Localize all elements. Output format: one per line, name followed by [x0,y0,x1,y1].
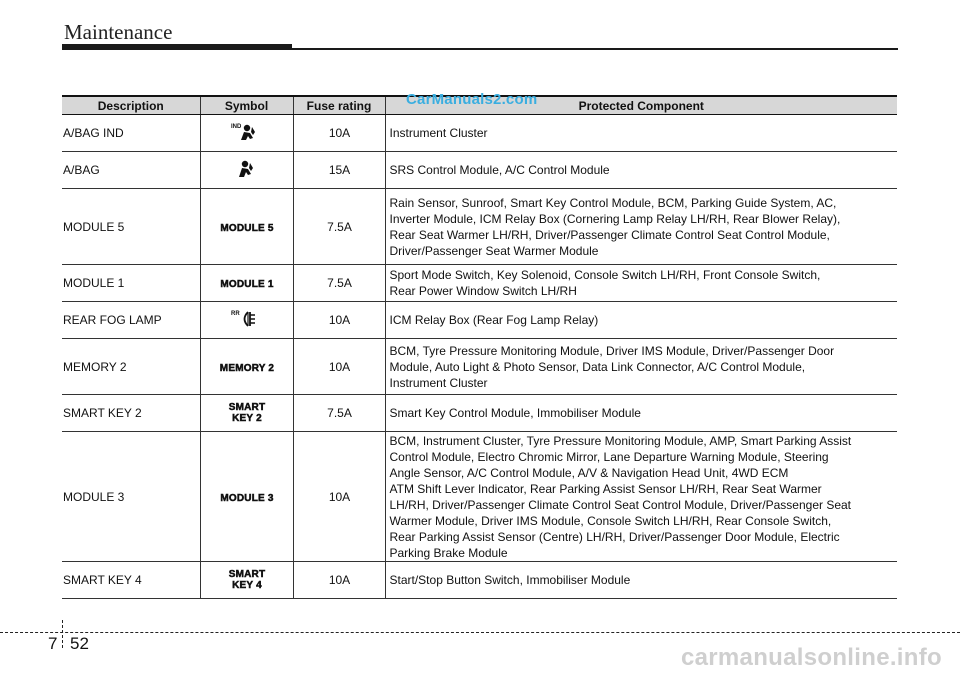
component-line: BCM, Tyre Pressure Monitoring Module, Driver IMS Module, Driver/Passenger Door [389,343,835,358]
footer-rule [0,632,960,633]
airbag-ind-icon [217,119,277,143]
fuse-description: MEMORY 2 [62,339,200,395]
airbag-ind-tag: IND [231,124,242,130]
component-line: Rain Sensor, Sunroof, Smart Key Control Module, BCM, Parking Guide System, AC, [389,195,837,210]
fuse-symbol [200,562,293,599]
table-row [62,432,897,562]
fuse-rating: 10A [293,115,385,152]
component-line: Rear Power Window Switch LH/RH [389,284,577,298]
fuse-symbol [200,302,293,339]
fuse-protected-component [385,152,897,189]
fuse-protected-component [385,302,897,339]
header-rule [62,48,898,50]
fuse-description: MODULE 5 [62,189,200,265]
symbol-label-line: KEY 4 [232,579,262,591]
component-line: Control Module, Electro Chromic Mirror, Lane Departure Warning Module, Steering [389,449,829,464]
symbol-label-line: SMART [228,401,266,413]
symbol-label-line: MODULE 3 [220,492,274,504]
table-row [62,562,897,599]
fuse-rating: 10A [293,302,385,339]
table-row [62,189,897,265]
symbol-label [220,363,274,374]
symbol-label-line: MODULE 1 [220,279,274,290]
page-header-title: Maintenance [64,20,173,44]
fuse-description: MODULE 3 [62,432,200,562]
component-line: Sport Mode Switch, Key Solenoid, Console Switch LH/RH, Front Console Switch, [389,268,821,282]
fuse-rating: 10A [293,339,385,395]
airbag-icon [217,156,277,180]
symbol-label [229,569,266,591]
component-line: Driver/Passenger Seat Warmer Module [389,243,599,258]
component-line: BCM, Instrument Cluster, Tyre Pressure Monitoring Module, AMP, Smart Parking Assist [389,433,852,448]
table-row [62,152,897,189]
component-line: ICM Relay Box (Rear Fog Lamp Relay) [389,313,599,327]
fuse-symbol [200,189,293,265]
component-line: Instrument Cluster [389,126,488,140]
table-row [62,395,897,432]
symbol-label-line: MEMORY 2 [219,362,275,374]
fuse-protected-component [385,432,897,562]
component-line: SRS Control Module, A/C Control Module [389,163,610,177]
component-line: Inverter Module, ICM Relay Box (Cornering Lamp Relay LH/RH, Rear Blower Relay), [389,211,841,226]
symbol-label-line: KEY 2 [232,412,262,424]
component-line: Start/Stop Button Switch, Immobiliser Module [389,573,631,587]
table-row [62,302,897,339]
component-line: Rear Parking Assist Sensor (Centre) LH/RH, Driver/Passenger Door Module, Electric [389,529,840,544]
fuse-description: A/BAG [62,152,200,189]
fuse-protected-component [385,115,897,152]
fuse-protected-component [385,189,897,265]
header-description: Description [62,96,200,115]
fuse-protected-component [385,265,897,302]
rear-fog-lamp-icon [217,306,277,330]
fuse-description: MODULE 1 [62,265,200,302]
header-protected-component: Protected Component [385,96,897,115]
fuse-rating: 15A [293,152,385,189]
fuse-symbol [200,432,293,562]
component-line: ATM Shift Lever Indicator, Rear Parking Assist Sensor LH/RH, Rear Seat Warmer [389,481,822,496]
component-line: Warmer Module, Driver IMS Module, Console Switch LH/RH, Rear Console Switch, [389,513,832,528]
fuse-protected-component [385,339,897,395]
component-line: Angle Sensor, A/C Control Module, A/V & Navigation Head Unit, 4WD ECM [389,465,789,480]
fuse-symbol [200,395,293,432]
fuse-symbol [200,115,293,152]
component-line: Rear Seat Warmer LH/RH, Driver/Passenger Climate Control Seat Control Module, [389,227,830,242]
watermark-top: CarManuals2.com [406,91,538,108]
symbol-label [229,402,266,424]
fuse-description: SMART KEY 2 [62,395,200,432]
fuse-protected-component [385,395,897,432]
component-line: Parking Brake Module [389,545,508,560]
fuse-rating: 7.5A [293,395,385,432]
symbol-label [220,279,273,290]
fuse-description: A/BAG IND [62,115,200,152]
symbol-label [220,223,273,234]
symbol-label [220,493,273,504]
symbol-label-line: MODULE 5 [220,222,274,234]
fuse-description: SMART KEY 4 [62,562,200,599]
watermark-bottom: carmanualsonline.info [680,644,942,671]
page-number: 52 [70,634,89,653]
table-row [62,265,897,302]
table-row [62,339,897,395]
component-line: Module, Auto Light & Photo Sensor, Data Link Connector, A/C Control Module, [389,359,806,374]
component-line: LH/RH, Driver/Passenger Climate Control Seat Control Module, Driver/Passenger Seat [389,497,852,512]
table-row [62,115,897,152]
fuse-protected-component [385,562,897,599]
fuse-rating: 7.5A [293,265,385,302]
chapter-number: 7 [48,634,58,653]
fuse-rating: 7.5A [293,189,385,265]
header-fuse-rating: Fuse rating [293,96,385,115]
component-line: Instrument Cluster [389,375,488,390]
rear-fog-tag: RR [231,311,240,317]
fuse-rating: 10A [293,432,385,562]
fuse-symbol [200,339,293,395]
symbol-label-line: SMART [228,568,266,580]
component-line: Smart Key Control Module, Immobiliser Module [389,406,641,420]
fuse-table [62,95,897,599]
fuse-rating: 10A [293,562,385,599]
fuse-symbol [200,265,293,302]
header-symbol: Symbol [200,96,293,115]
fuse-symbol [200,152,293,189]
fuse-description: REAR FOG LAMP [62,302,200,339]
footer-separator [62,620,63,648]
